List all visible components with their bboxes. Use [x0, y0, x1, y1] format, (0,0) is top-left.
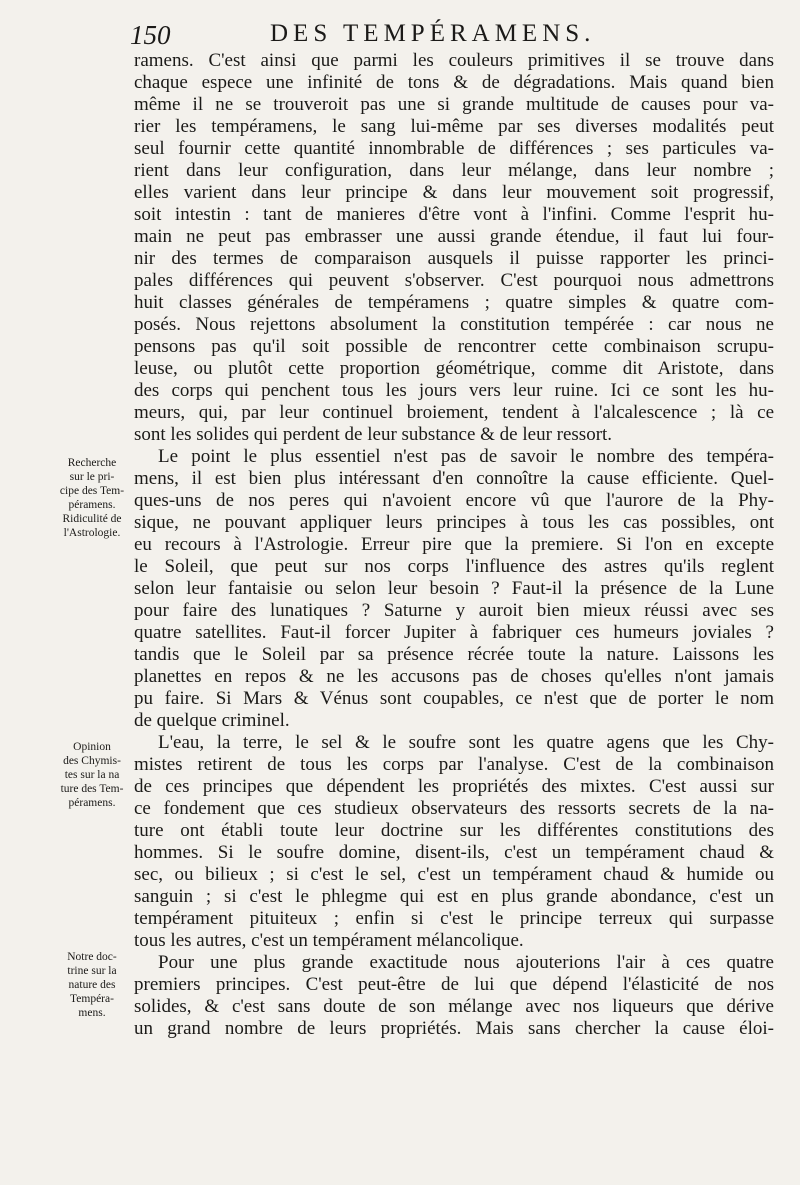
- running-head: [130, 20, 770, 54]
- text-line: pales différences qui peuvent s'observer. C'est pourquoi nous admettrons: [134, 270, 774, 291]
- text-line: premiers principes. C'est peut-être de lui que dépend l'élasticité de nos: [134, 974, 774, 995]
- text-line: seul fournir cette quantité innombrable de différences ; ses particules va-: [134, 138, 774, 159]
- body-text: [134, 50, 774, 1040]
- margin-note-line: péramens.: [68, 797, 116, 809]
- paragraph-end-line: tous les autres, c'est un tempérament mélancolique.: [134, 930, 524, 951]
- text-line: même il ne se trouveroit pas une si grande multitude de causes pour va-: [134, 94, 774, 115]
- text-line: mens, il est bien plus intéressant d'en connoître la cause efficiente. Quel-: [134, 468, 774, 489]
- margin-note-chymistes: [56, 740, 128, 810]
- margin-note-line: nature des: [68, 979, 116, 991]
- text-line: des corps qui penchent tous les jours vers leur ruine. Ici ce sont les hu-: [134, 380, 774, 401]
- margin-note-line: Notre doc-: [67, 951, 117, 963]
- margin-note-line: mens.: [78, 1007, 106, 1019]
- paragraph-start-line: Pour une plus grande exactitude nous ajouterions l'air à ces quatre: [158, 952, 774, 973]
- bottom-margin: [0, 1040, 800, 1185]
- margin-note-line: Ridiculité de: [62, 513, 122, 525]
- margin-note-line: cipe des Tem-: [59, 485, 125, 497]
- margin-note-doctrine: [56, 950, 128, 1020]
- margin-note-line: sur le pri-: [69, 471, 115, 483]
- text-line: pensons pas qu'il soit possible de rencontrer cette combinaison scrupu-: [134, 336, 774, 357]
- text-line: chaque espece une infinité de tons & de dégradations. Mais quand bien: [134, 72, 774, 93]
- text-line: ce fondement que ces studieux observateurs des ressorts secrets de la na-: [134, 798, 774, 819]
- text-line: posés. Nous rejettons absolument la constitution tempérée : car nous ne: [134, 314, 774, 335]
- page-number: 150: [130, 20, 171, 50]
- text-line: ques-uns de nos peres qui n'avoient encore vû que l'aurore de la Phy-: [134, 490, 774, 511]
- text-line: sanguin ; si c'est le phlegme qui est en plus grande abondance, c'est un: [134, 886, 774, 907]
- text-line: rier les tempéramens, le sang lui-même par ses diverses modalités peut: [134, 116, 774, 137]
- text-line: meurs, qui, par leur continuel broiement, tendent à l'alcalescence ; là ce: [134, 402, 774, 423]
- text-line: eu recours à l'Astrologie. Erreur pire que la premiere. Si l'on en excepte: [134, 534, 774, 555]
- margin-note-line: Opinion: [73, 741, 111, 753]
- text-line: elles varient dans leur principe & dans leur mouvement soit progressif,: [134, 182, 774, 203]
- text-line: ture ont établi toute leur doctrine sur les différentes constitutions des: [134, 820, 774, 841]
- text-line: selon leur fantaisie ou selon leur besoin ? Faut-il la présence de la Lune: [134, 578, 774, 599]
- text-line: ramens. C'est ainsi que parmi les couleurs primitives il se trouve dans: [134, 50, 774, 71]
- text-line: un grand nombre de leurs propriétés. Mais sans chercher la cause éloi-: [134, 1018, 774, 1039]
- text-line: pour faire des lunatiques ? Saturne y auroit bien mieux réussi avec ses: [134, 600, 774, 621]
- text-line: soit intestin : tant de manieres d'être vont à l'infini. Comme l'esprit hu-: [134, 204, 774, 225]
- margin-note-line: ture des Tem-: [60, 783, 124, 795]
- text-line: tempérament pituiteux ; enfin si c'est le principe terreux qui surpasse: [134, 908, 774, 929]
- text-line: hommes. Si le soufre domine, disent-ils, c'est un tempérament chaud &: [134, 842, 774, 863]
- text-line: planettes en repos & ne les accusons pas de choses qu'elles n'ont jamais: [134, 666, 774, 687]
- text-line: quatre satellites. Faut-il forcer Jupiter à fabriquer ces humeurs joviales ?: [134, 622, 774, 643]
- text-line: sec, ou bilieux ; si c'est le sel, c'est un tempérament chaud & humide ou: [134, 864, 774, 885]
- text-line: mistes retirent de tous les corps par l'analyse. C'est de la combinaison: [134, 754, 774, 775]
- text-line: sique, ne pouvant appliquer leurs principes à tous les cas possibles, ont: [134, 512, 774, 533]
- margin-note-line: Tempéra-: [70, 993, 114, 1005]
- margin-note-astrology: [56, 456, 128, 540]
- text-line: pu faire. Si Mars & Vénus sont coupables, ce n'est que de porter le nom: [134, 688, 774, 709]
- text-line: main ne peut pas embrasser une aussi grande étendue, il faut lui four-: [134, 226, 774, 247]
- margin-note-line: des Chymis-: [63, 755, 121, 767]
- paragraph-end-line: sont les solides qui perdent de leur substance & de leur ressort.: [134, 424, 613, 445]
- text-line: tandis que le Soleil par sa présence récrée toute la nature. Laissons les: [134, 644, 774, 665]
- running-title: DES TEMPÉRAMENS.: [270, 20, 596, 47]
- text-line: leuse, ou plutôt cette proportion géométrique, comme dit Aristote, dans: [134, 358, 774, 379]
- paragraph-start-line: L'eau, la terre, le sel & le soufre sont les quatre agens que les Chy-: [158, 732, 774, 753]
- text-line: solides, & c'est sans doute de son mélange avec nos liqueurs que dérive: [134, 996, 774, 1017]
- text-line: de ces principes que dépendent les propriétés des mixtes. C'est aussi sur: [134, 776, 774, 797]
- text-line: huit classes générales de tempéramens ; quatre simples & quatre com-: [134, 292, 774, 313]
- paragraph-end-line: de quelque criminel.: [134, 710, 290, 731]
- margin-note-line: Recherche: [67, 457, 117, 469]
- text-line: le Soleil, que peut sur nos corps l'influence des astres qu'ils reglent: [134, 556, 774, 577]
- text-line: rient dans leur configuration, dans leur mélange, dans leur nombre ;: [134, 160, 774, 181]
- margin-note-line: trine sur la: [67, 965, 117, 977]
- margin-note-line: tes sur la na: [64, 769, 120, 781]
- margin-note-line: l'Astrologie.: [63, 527, 121, 539]
- paragraph-start-line: Le point le plus essentiel n'est pas de savoir le nombre des tempéra-: [158, 446, 774, 467]
- margin-note-line: péramens.: [68, 499, 116, 511]
- text-line: nir des termes de comparaison ausquels il puisse rapporter les princi-: [134, 248, 774, 269]
